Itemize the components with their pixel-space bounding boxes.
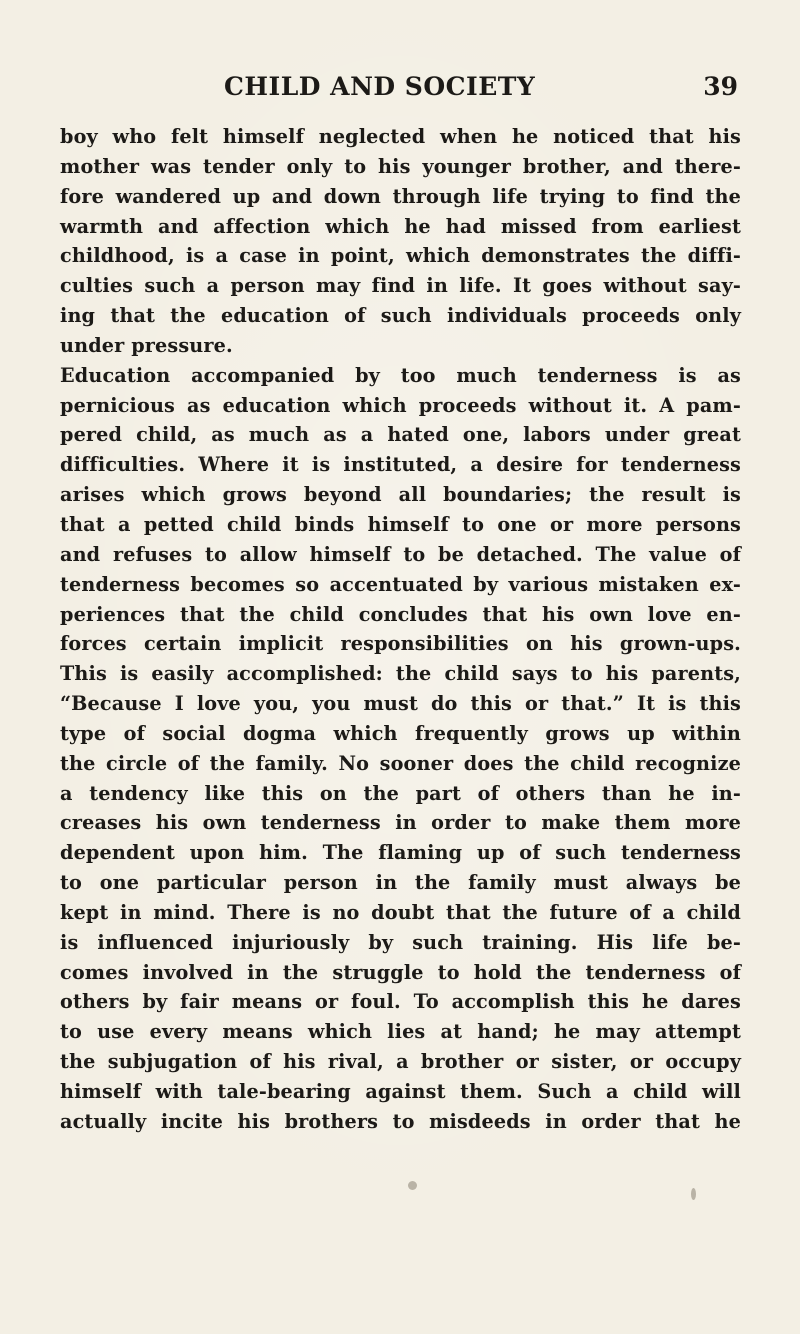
text-line: culties such a person may find in life. It goes without say- (60, 274, 741, 298)
text-line: tenderness becomes so accentuated by various mistaken ex- (60, 572, 741, 596)
text-line: fore wandered up and down through life trying to find the (60, 184, 741, 208)
paper-speck (691, 1188, 696, 1200)
text-line: that a petted child binds himself to one or more persons (60, 512, 741, 536)
text-line: the circle of the family. No sooner does the child recognize (60, 751, 741, 775)
text-line: a tendency like this on the part of others than he in- (60, 781, 741, 805)
text-line: is influenced injuriously by such training. His life be- (60, 930, 741, 954)
running-head (60, 66, 740, 106)
text-line: himself with tale-bearing against them. Such a child will (60, 1080, 741, 1103)
text-line: boy who felt himself neglected when he noticed that his (60, 125, 741, 148)
text-line: pernicious as education which proceeds without it. A pam- (60, 393, 741, 417)
text-line: dependent upon him. The flaming up of such tenderness (60, 841, 741, 865)
text-line: actually incite his brothers to misdeeds in order that he (60, 1109, 741, 1133)
paper-speck (408, 1181, 417, 1190)
text-line: warmth and affection which he had missed from earliest (60, 214, 741, 238)
text-line: type of social dogma which frequently grows up within (60, 721, 741, 745)
text-line: ing that the education of such individuals proceeds only (60, 304, 741, 328)
text-line: pered child, as much as a hated one, labors under great (60, 423, 741, 447)
text-line: Education accompanied by too much tenderness is as (60, 363, 741, 387)
text-line: others by fair means or foul. To accomplish this he dares (60, 990, 741, 1014)
text-line: forces certain implicit responsibilities on his grown-ups. (60, 632, 741, 656)
text-line: “Because I love you, you must do this or that.” It is this (60, 692, 741, 716)
text-line: periences that the child concludes that his own love en- (60, 602, 741, 626)
text-line: to one particular person in the family must always be (60, 871, 741, 895)
text-line: the subjugation of his rival, a brother or sister, or occupy (60, 1050, 741, 1074)
text-line: comes involved in the struggle to hold the tenderness of (60, 960, 741, 984)
text-line: This is easily accomplished: the child says to his parents, (60, 662, 741, 686)
text-line: difficulties. Where it is instituted, a desire for tenderness (60, 453, 741, 477)
text-line: mother was tender only to his younger brother, and there- (60, 154, 741, 178)
body-text (60, 122, 741, 1137)
text-line: kept in mind. There is no doubt that the future of a child (60, 900, 741, 924)
text-line: under pressure. (60, 333, 233, 357)
text-line: to use every means which lies at hand; he may attempt (60, 1020, 741, 1044)
text-line: arises which grows beyond all boundaries; the result is (60, 483, 741, 507)
running-title: CHILD AND SOCIETY (224, 72, 536, 101)
text-line: childhood, is a case in point, which demonstrates the diffi- (60, 244, 741, 268)
page-number: 39 (703, 72, 738, 101)
text-line: creases his own tenderness in order to make them more (60, 811, 741, 835)
text-line: and refuses to allow himself to be detached. The value of (60, 542, 741, 566)
